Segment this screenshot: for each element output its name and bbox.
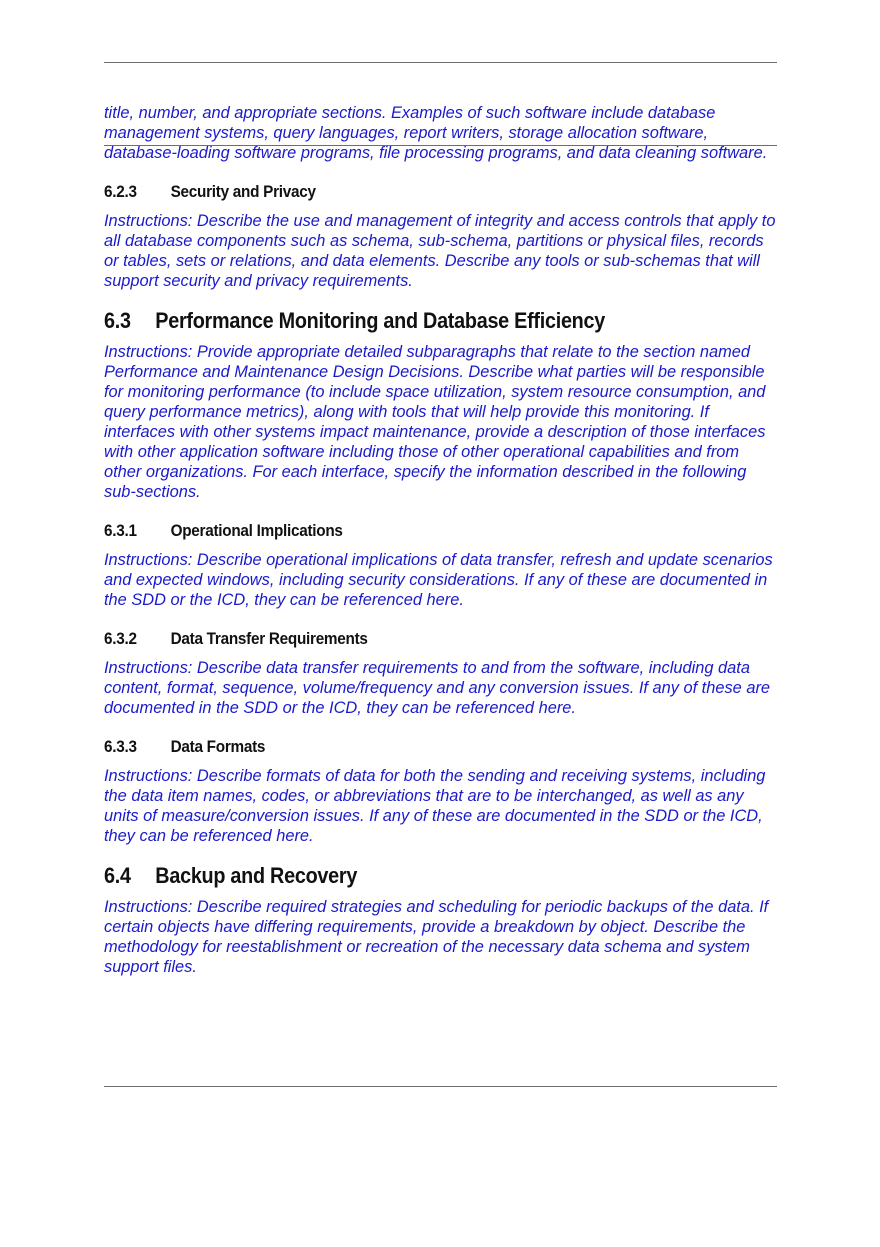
instructions-6-3-1: Instructions: Describe operational implications of data transfer, refresh and update scenarios and expected windows, including security considerations. If any of these are documented in the SDD or the ICD, they can be referenced here. — [104, 551, 773, 609]
instructions-6-3-3: Instructions: Describe formats of data for both the sending and receiving systems, including the data item names, codes, or abbreviations that are to be interchanged, as well as any units of measure/conversion issues. If any of these are documented in the SDD or the ICD, they can be referenced here. — [104, 767, 766, 845]
heading-6-3-3 — [104, 737, 710, 757]
page-content — [104, 103, 777, 977]
section-title: Performance Monitoring and Database Efficiency — [155, 308, 605, 333]
section-number: 6.2.3 — [104, 182, 137, 201]
section-number: 6.4 — [104, 863, 131, 888]
page-header-rule — [104, 62, 777, 63]
heading-6-3-1 — [104, 521, 710, 541]
section-number: 6.3.2 — [104, 629, 137, 648]
heading-6-3-2 — [104, 629, 710, 649]
section-title: Security and Privacy — [170, 182, 316, 201]
instructions-6-4: Instructions: Describe required strategies and scheduling for periodic backups of the data. If certain objects have differing requirements, provide a breakdown by object. Describe the methodology for reestablishment or recreation of the necessary data schema and system support files. — [104, 898, 769, 976]
section-number: 6.3.1 — [104, 521, 137, 540]
intro-paragraph: title, number, and appropriate sections. Examples of such software include database management systems, query languages, report writers, storage allocation software, database-loading software programs, file processing programs, and data cleaning software. — [104, 104, 768, 162]
page-footer-rule — [104, 1086, 777, 1087]
heading-6-2-3 — [104, 182, 710, 202]
section-number: 6.3 — [104, 308, 131, 333]
instructions-6-3-2: Instructions: Describe data transfer requirements to and from the software, including data content, format, sequence, volume/frequency and any conversion issues. If any of these are documented in the SDD or the ICD, they can be referenced here. — [104, 659, 771, 717]
section-number: 6.3.3 — [104, 737, 137, 756]
instructions-6-2-3: Instructions: Describe the use and management of integrity and access controls that apply to all database components such as schema, sub-schema, partitions or physical files, records or tables, sets or relations, and data elements. Describe any tools or sub-schemas that will support security and privacy requirements. — [104, 212, 776, 290]
heading-6-3 — [104, 308, 710, 334]
section-title: Data Transfer Requirements — [170, 629, 368, 648]
heading-6-4 — [104, 863, 710, 889]
section-title: Backup and Recovery — [155, 863, 358, 888]
section-title: Data Formats — [170, 737, 266, 756]
instructions-6-3: Instructions: Provide appropriate detailed subparagraphs that relate to the section named Performance and Maintenance Design Decisions. Describe what parties will be responsible for monitoring performance (to include space utilization, system resource consumption, and query performance metrics), along with tools that will help provide this monitoring. If interfaces with other systems impact maintenance, provide a description of those interfaces with other application software including those of other operational capabilities and from other organizations. For each interface, specify the information described in the following sub-sections. — [104, 343, 766, 501]
section-title: Operational Implications — [170, 521, 343, 540]
